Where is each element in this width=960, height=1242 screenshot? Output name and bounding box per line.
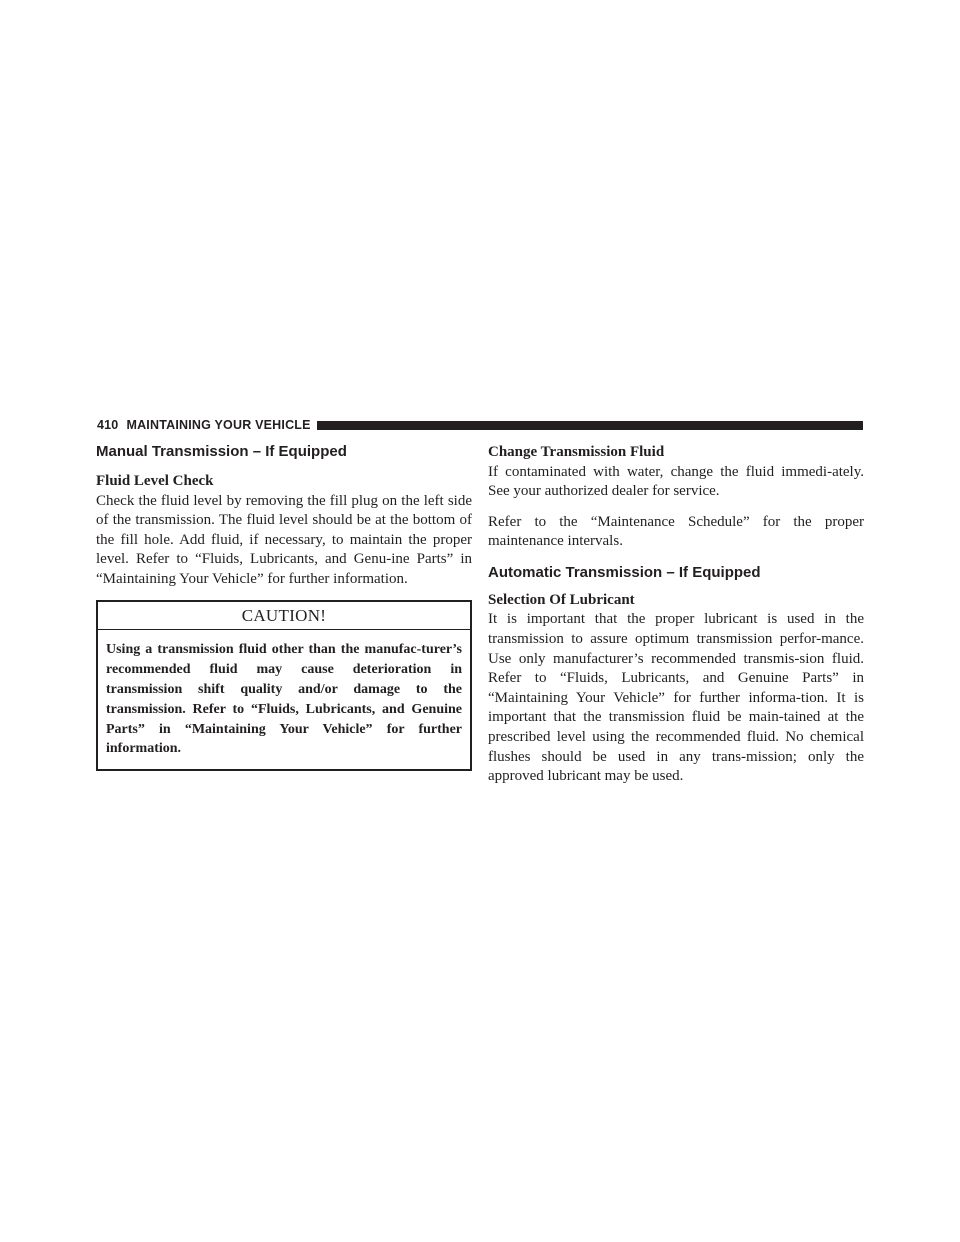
caution-box bbox=[96, 600, 472, 771]
change-fluid-heading: Change Transmission Fluid bbox=[488, 444, 665, 460]
automatic-transmission-title: Automatic Transmission – If Equipped bbox=[488, 563, 761, 581]
page-header bbox=[97, 416, 863, 434]
header-rule bbox=[317, 421, 863, 430]
running-head: MAINTAINING YOUR VEHICLE bbox=[126, 418, 311, 432]
selection-of-lubricant-text: It is important that the proper lubricant is used in the transmission to assure optimum transmission perfor-mance. Use only manufacturer’s recommended transmis-sion fluid. Refer to “Fluids, Lubricants, and Genuine Parts” in “Maintaining Your Vehicle” for further informa-tion. It is important that the transmission fluid be main-tained at the prescribed level using the recommended fluid. No chemical flushes should be used in any trans-mission; only the approved lubricant may be used. bbox=[488, 611, 864, 785]
left-column bbox=[96, 443, 472, 771]
manual-transmission-title: Manual Transmission – If Equipped bbox=[96, 443, 347, 460]
page-number: 410 bbox=[97, 418, 119, 432]
change-fluid-text: If contaminated with water, change the fluid immedi-ately. See your authorized dealer for service. bbox=[488, 463, 864, 500]
fluid-level-check-text: Check the fluid level by removing the fill plug on the left side of the transmission. The fluid level should be at the bottom of the fill hole. Add fluid, if necessary, to maintain the proper level. Refer to “Fluids, Lubricants, and Genu-ine Parts” in “Maintaining Your Vehicle” for further information. bbox=[96, 492, 472, 587]
selection-of-lubricant-heading: Selection Of Lubricant bbox=[488, 591, 635, 608]
fluid-level-check-heading: Fluid Level Check bbox=[96, 473, 214, 489]
caution-heading: CAUTION! bbox=[98, 602, 470, 630]
maintenance-note: Refer to the “Maintenance Schedule” for the proper maintenance intervals. bbox=[488, 513, 864, 550]
right-column bbox=[488, 443, 864, 798]
caution-text: Using a transmission fluid other than the manufac-turer’s recommended fluid may cause deterioration in transmission shift quality and/or damage to the transmission. Refer to “Fluids, Lubricants, and Genuine Parts” in “Maintaining Your Vehicle” for further information. bbox=[106, 642, 462, 757]
